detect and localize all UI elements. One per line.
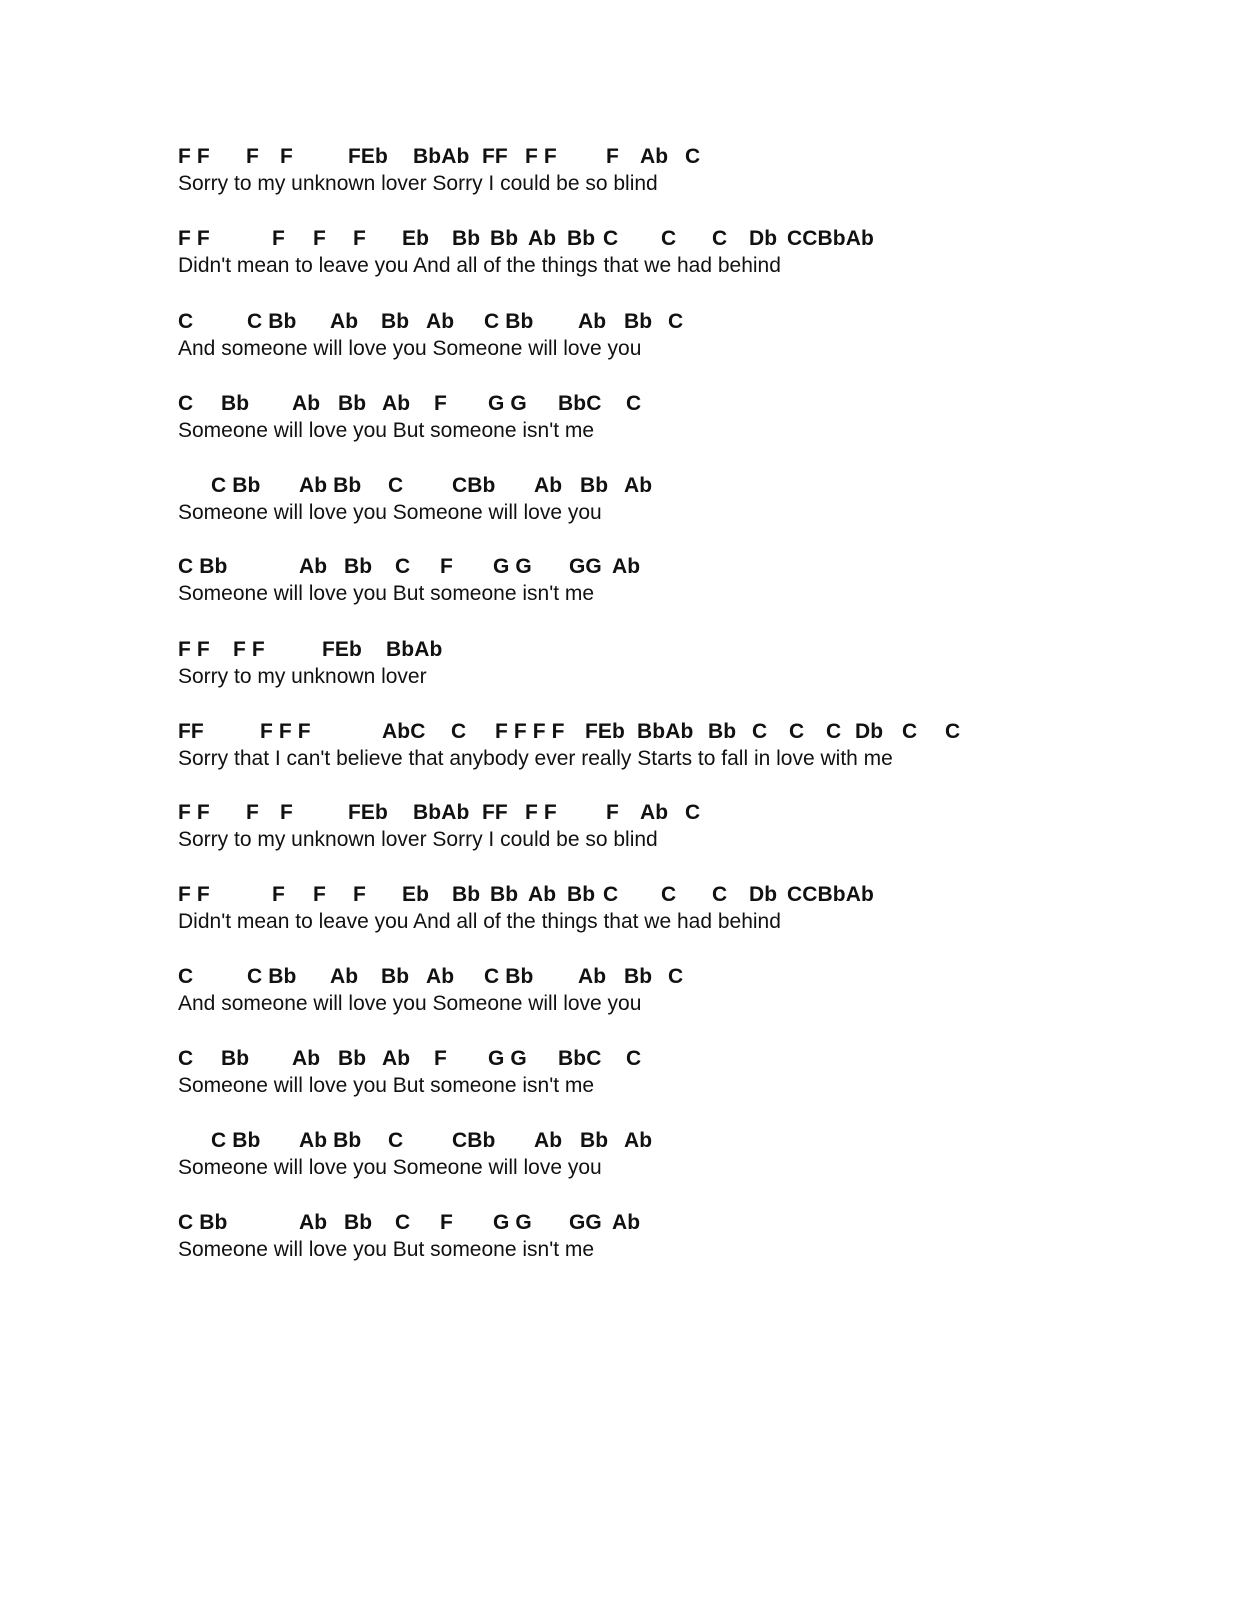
- chord-note: Bb: [381, 310, 410, 333]
- chord-line: [178, 1046, 1178, 1074]
- chord-note: F F: [233, 638, 265, 661]
- chord-note: C Bb: [247, 310, 297, 333]
- lyric-line: Someone will love you But someone isn't me: [178, 1238, 595, 1261]
- chord-line: [178, 473, 1178, 501]
- chord-note: FF: [482, 801, 508, 824]
- chord-note: BbAb: [637, 720, 694, 743]
- chord-note: Bb: [708, 720, 737, 743]
- chord-note: G G: [488, 1047, 527, 1070]
- chord-note: F: [353, 883, 366, 906]
- chord-note: Bb: [381, 965, 410, 988]
- chord-note: C: [603, 883, 619, 906]
- chord-note: BbC: [558, 392, 602, 415]
- chord-note: F: [246, 801, 259, 824]
- chord-note: CCBbAb: [787, 883, 874, 906]
- chord-note: F F F F: [495, 720, 565, 743]
- lyric-line: Sorry to my unknown lover Sorry I could be so blind: [178, 828, 658, 851]
- chord-note: Ab: [528, 883, 557, 906]
- chord-note: Ab: [578, 965, 607, 988]
- lyric-line: Sorry to my unknown lover: [178, 665, 427, 688]
- chord-note: C: [752, 720, 768, 743]
- stanza: [178, 637, 1178, 693]
- chord-note: CBb: [452, 474, 496, 497]
- chord-note: Ab: [299, 1211, 328, 1234]
- stanza: [178, 1128, 1178, 1184]
- chord-note: C: [395, 555, 411, 578]
- chord-note: F: [246, 145, 259, 168]
- chord-note: F F: [178, 145, 210, 168]
- chord-note: BbC: [558, 1047, 602, 1070]
- chord-note: GG: [569, 555, 602, 578]
- chord-note: Bb: [490, 227, 519, 250]
- chord-note: Ab: [382, 1047, 411, 1070]
- chord-note: C Bb: [211, 1129, 261, 1152]
- chord-note: F: [434, 392, 447, 415]
- chord-line: [178, 882, 1178, 910]
- chord-note: C Bb: [484, 965, 534, 988]
- chord-note: C: [685, 801, 701, 824]
- chord-note: FF: [482, 145, 508, 168]
- chord-note: C: [388, 1129, 404, 1152]
- stanza: [178, 882, 1178, 938]
- chord-note: F: [280, 145, 293, 168]
- chord-note: Ab: [534, 1129, 563, 1152]
- chord-note: Ab: [382, 392, 411, 415]
- chord-note: Bb: [452, 227, 481, 250]
- chord-line: [178, 800, 1178, 828]
- chord-note: C Bb: [247, 965, 297, 988]
- chord-note: Bb: [344, 1211, 373, 1234]
- chord-note: Bb: [624, 310, 653, 333]
- lyric-line: Didn't mean to leave you And all of the things that we had behind: [178, 254, 781, 277]
- chord-note: Ab: [330, 310, 359, 333]
- chord-note: C Bb: [484, 310, 534, 333]
- chord-note: F F: [178, 801, 210, 824]
- chord-note: CBb: [452, 1129, 496, 1152]
- chord-note: C Bb: [178, 555, 228, 578]
- chord-note: C: [178, 1047, 194, 1070]
- chord-note: BbAb: [413, 145, 470, 168]
- lyric-line: Someone will love you But someone isn't me: [178, 582, 595, 605]
- chord-note: FF: [178, 720, 204, 743]
- chord-note: C: [902, 720, 918, 743]
- chord-note: C: [668, 965, 684, 988]
- lyric-line: Someone will love you But someone isn't me: [178, 1074, 595, 1097]
- chord-note: G G: [493, 555, 532, 578]
- stanza: [178, 964, 1178, 1020]
- chord-note: Ab: [612, 1211, 641, 1234]
- chord-note: Eb: [402, 227, 430, 250]
- chord-note: F F F: [260, 720, 311, 743]
- chord-line: [178, 1128, 1178, 1156]
- chord-note: C Bb: [178, 1211, 228, 1234]
- chord-note: F: [606, 145, 619, 168]
- chord-note: FEb: [348, 145, 388, 168]
- chord-note: F: [313, 883, 326, 906]
- chord-note: Eb: [402, 883, 430, 906]
- chord-note: Bb: [338, 1047, 367, 1070]
- stanza: [178, 144, 1178, 200]
- chord-note: C: [668, 310, 684, 333]
- chord-note: G G: [488, 392, 527, 415]
- chord-note: C Bb: [211, 474, 261, 497]
- chord-note: FEb: [348, 801, 388, 824]
- chord-note: GG: [569, 1211, 602, 1234]
- chord-note: Ab: [292, 392, 321, 415]
- lyric-line: Sorry that I can't believe that anybody ever really Starts to fall in love with me: [178, 747, 893, 770]
- stanza: [178, 391, 1178, 447]
- chord-note: Ab: [612, 555, 641, 578]
- chord-note: BbAb: [386, 638, 443, 661]
- chord-line: [178, 1210, 1178, 1238]
- chord-note: C: [789, 720, 805, 743]
- chord-note: Db: [749, 883, 778, 906]
- stanza: [178, 1046, 1178, 1102]
- chord-note: C: [685, 145, 701, 168]
- chord-note: C: [712, 883, 728, 906]
- chord-note: Bb: [567, 883, 596, 906]
- stanza: [178, 554, 1178, 610]
- chord-note: Bb: [452, 883, 481, 906]
- chord-note: C: [626, 392, 642, 415]
- chord-note: F F: [178, 638, 210, 661]
- lyric-line: And someone will love you Someone will love you: [178, 337, 642, 360]
- chord-note: Ab Bb: [299, 1129, 362, 1152]
- chord-note: AbC: [382, 720, 426, 743]
- chord-note: C: [626, 1047, 642, 1070]
- chord-note: F: [272, 227, 285, 250]
- lyric-line: And someone will love you Someone will love you: [178, 992, 642, 1015]
- chord-note: Bb: [221, 1047, 250, 1070]
- chord-note: F: [353, 227, 366, 250]
- chord-note: Bb: [221, 392, 250, 415]
- chord-note: Bb: [567, 227, 596, 250]
- chord-note: G G: [493, 1211, 532, 1234]
- chord-note: C: [826, 720, 842, 743]
- chord-note: F F: [525, 801, 557, 824]
- chord-note: F: [440, 1211, 453, 1234]
- chord-note: Ab: [426, 310, 455, 333]
- chord-note: Ab: [299, 555, 328, 578]
- chord-note: C: [178, 392, 194, 415]
- chord-line: [178, 637, 1178, 665]
- chord-note: F: [280, 801, 293, 824]
- chord-note: Bb: [580, 1129, 609, 1152]
- stanza: [178, 1210, 1178, 1266]
- chord-note: C: [178, 310, 194, 333]
- chord-note: C: [388, 474, 404, 497]
- stanza: [178, 719, 1178, 775]
- chord-note: Ab: [624, 1129, 653, 1152]
- chord-note: Ab: [578, 310, 607, 333]
- chord-note: F: [272, 883, 285, 906]
- chord-note: F: [434, 1047, 447, 1070]
- stanza: [178, 226, 1178, 282]
- chord-note: F: [313, 227, 326, 250]
- lyric-line: Didn't mean to leave you And all of the things that we had behind: [178, 910, 781, 933]
- chord-note: BbAb: [413, 801, 470, 824]
- chord-note: C: [945, 720, 961, 743]
- chord-note: Ab: [426, 965, 455, 988]
- lyric-line: Someone will love you But someone isn't me: [178, 419, 595, 442]
- chord-note: CCBbAb: [787, 227, 874, 250]
- lyric-line: Sorry to my unknown lover Sorry I could be so blind: [178, 172, 658, 195]
- chord-line: [178, 719, 1178, 747]
- stanza: [178, 309, 1178, 365]
- chord-note: Ab: [640, 801, 669, 824]
- chord-line: [178, 554, 1178, 582]
- chord-note: Bb: [580, 474, 609, 497]
- chord-note: Bb: [624, 965, 653, 988]
- chord-note: Ab: [640, 145, 669, 168]
- chord-note: Bb: [344, 555, 373, 578]
- chord-note: F: [606, 801, 619, 824]
- chord-note: C: [661, 227, 677, 250]
- chord-note: C: [178, 965, 194, 988]
- chord-line: [178, 391, 1178, 419]
- lyric-line: Someone will love you Someone will love you: [178, 501, 602, 524]
- chord-note: Ab Bb: [299, 474, 362, 497]
- stanza: [178, 473, 1178, 529]
- chord-note: Db: [749, 227, 778, 250]
- chord-note: C: [451, 720, 467, 743]
- chord-line: [178, 309, 1178, 337]
- chord-line: [178, 226, 1178, 254]
- chord-note: FEb: [322, 638, 362, 661]
- chord-note: F F: [525, 145, 557, 168]
- chord-note: Ab: [534, 474, 563, 497]
- chord-line: [178, 144, 1178, 172]
- chord-note: C: [661, 883, 677, 906]
- chord-note: Ab: [528, 227, 557, 250]
- chord-note: F F: [178, 883, 210, 906]
- chord-line: [178, 964, 1178, 992]
- chord-note: F F: [178, 227, 210, 250]
- chord-note: C: [712, 227, 728, 250]
- chord-note: Ab: [330, 965, 359, 988]
- chord-note: Bb: [490, 883, 519, 906]
- chord-note: FEb: [585, 720, 625, 743]
- chord-note: C: [603, 227, 619, 250]
- chord-note: Bb: [338, 392, 367, 415]
- lyric-line: Someone will love you Someone will love you: [178, 1156, 602, 1179]
- chord-note: Ab: [624, 474, 653, 497]
- chord-note: C: [395, 1211, 411, 1234]
- stanza: [178, 800, 1178, 856]
- chord-note: F: [440, 555, 453, 578]
- chord-note: Db: [855, 720, 884, 743]
- chord-note: Ab: [292, 1047, 321, 1070]
